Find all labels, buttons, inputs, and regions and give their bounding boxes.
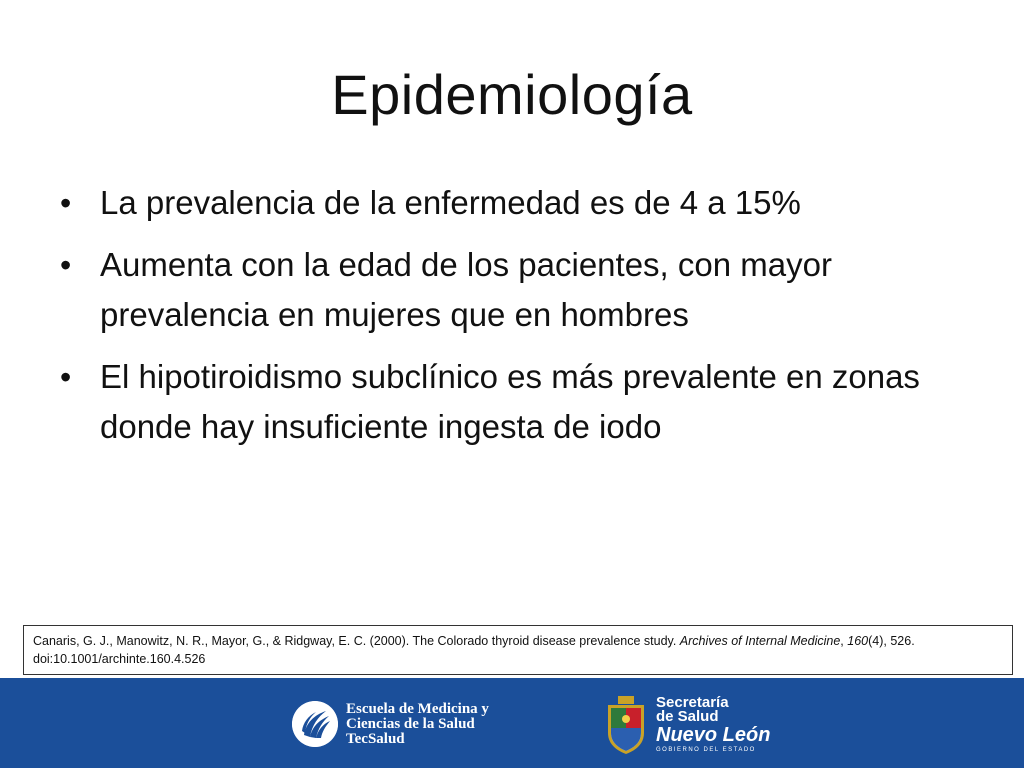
citation-sep: , [840, 634, 848, 648]
school-logo [292, 698, 489, 750]
bullet-text: Aumenta con la edad de los pacientes, con mayor prevalencia en mujeres que en hombres [100, 246, 832, 333]
citation-volume: 160 [847, 634, 869, 648]
citation-authors: Canaris, G. J., Manowitz, N. R., Mayor, G., & Ridgway, E. C. (2000). The Colorado thyroid disease prevalence study. [33, 634, 680, 648]
bullet-glyph: • [60, 359, 72, 395]
bullet-text: La prevalencia de la enfermedad es de 4 a 15% [100, 184, 801, 221]
bullet-glyph: • [60, 247, 72, 283]
government-logo [604, 690, 770, 760]
gov-name: Secretaría de Salud Nuevo León GOBIERNO DEL ESTADO [656, 694, 771, 753]
citation-issue: (4), 526. [868, 634, 915, 648]
bullet-item [58, 352, 978, 452]
footer-bar [0, 678, 1024, 768]
citation-journal: Archives of Internal Medicine [679, 634, 841, 648]
bullet-glyph: • [60, 185, 72, 221]
citation-doi: doi:10.1001/archinte.160.4.526 [33, 652, 206, 666]
citation-box [23, 625, 1013, 675]
bullet-text: El hipotiroidismo subclínico es más prevalente en zonas donde hay insuficiente ingesta de iodo [100, 358, 920, 445]
slide-title: Epidemiología [331, 63, 693, 126]
bullet-list [58, 178, 978, 464]
school-name: Escuela de Medicina y Ciencias de la Salud TecSalud [346, 700, 489, 747]
bullet-item [58, 178, 978, 228]
nuevo-leon-seal-icon [604, 695, 648, 755]
bullet-item [58, 240, 978, 340]
tecsalud-flame-icon [292, 701, 338, 747]
